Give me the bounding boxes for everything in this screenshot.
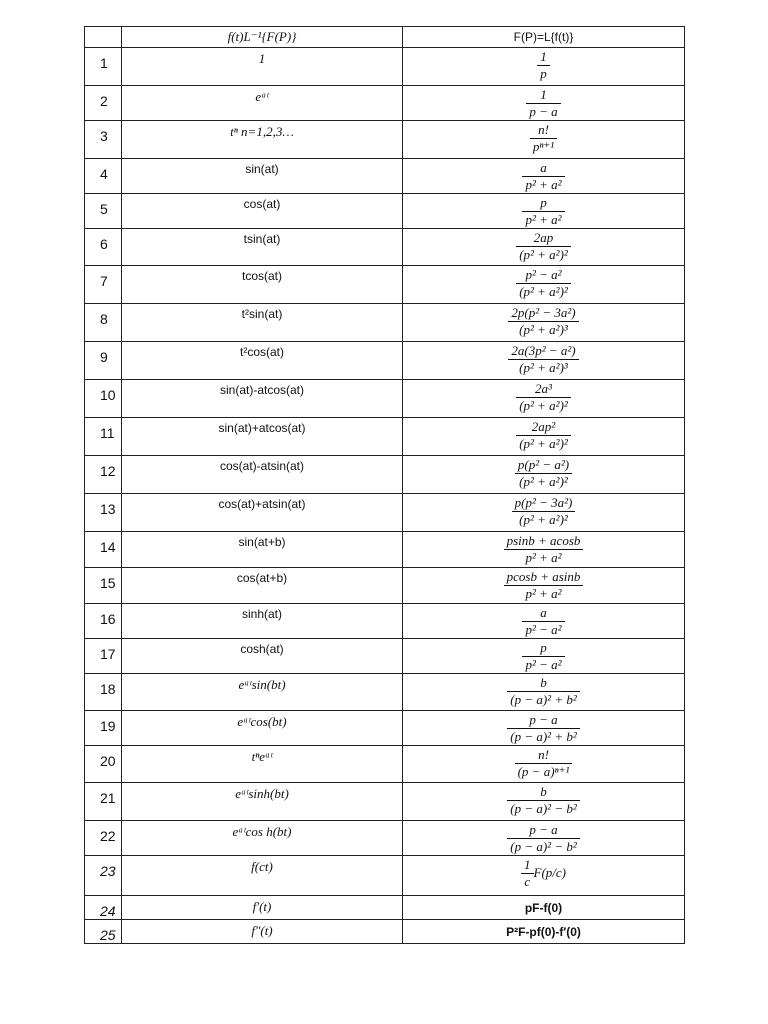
time-function-cell: f′(t) (122, 896, 403, 920)
transform-cell (403, 711, 685, 746)
fraction-denominator: p² − a² (525, 657, 562, 672)
fraction-numerator: 1 (521, 857, 534, 874)
time-function-cell: cosh(at) (122, 639, 403, 674)
transform-cell (403, 380, 685, 418)
time-function-cell: cos(at)-atsin(at) (122, 456, 403, 494)
fraction-denominator: (p − a)² − b² (510, 839, 577, 854)
time-function-cell: sin(at) (122, 159, 403, 194)
fraction-denominator: p (540, 66, 547, 81)
row-number: 21 (85, 783, 122, 821)
time-function-cell: sin(at)-atcos(at) (122, 380, 403, 418)
time-function-cell: cos(at)+atsin(at) (122, 494, 403, 532)
table-row (85, 304, 685, 342)
row-number: 25 (85, 920, 122, 944)
transform-fraction (508, 305, 578, 338)
transform-cell (403, 266, 685, 304)
time-function-cell: f″(t) (122, 920, 403, 944)
time-function-cell: eᵃᵗsinh(bt) (122, 783, 403, 821)
fraction-numerator: p (522, 195, 564, 212)
table-row (85, 194, 685, 229)
transform-cell (403, 856, 685, 896)
row-number: 15 (85, 568, 122, 604)
table-row (85, 456, 685, 494)
row-number: 13 (85, 494, 122, 532)
row-number: 7 (85, 266, 122, 304)
time-function-cell: cos(at+b) (122, 568, 403, 604)
table-row (85, 920, 685, 944)
transform-fraction (516, 381, 571, 414)
time-function-cell: eᵃᵗcos(bt) (122, 711, 403, 746)
table-row (85, 783, 685, 821)
transform-cell (403, 674, 685, 711)
laplace-transform-table (84, 26, 685, 944)
row-number: 5 (85, 194, 122, 229)
transform-cell (403, 229, 685, 266)
transform-cell (403, 746, 685, 783)
row-number: 4 (85, 159, 122, 194)
fraction-numerator: 2a³ (516, 381, 571, 398)
time-function-cell: tⁿeᵃᵗ (122, 746, 403, 783)
transform-cell (403, 896, 685, 920)
table-row (85, 229, 685, 266)
time-function-cell: t²sin(at) (122, 304, 403, 342)
fraction-denominator: pⁿ⁺¹ (532, 139, 555, 154)
transform-cell (403, 121, 685, 159)
transform-fraction (515, 457, 572, 490)
transform-fraction (530, 122, 557, 155)
table-row (85, 856, 685, 896)
row-number: 14 (85, 532, 122, 568)
row-number: 8 (85, 304, 122, 342)
fraction-denominator: (p² + a²)² (519, 474, 568, 489)
table-row (85, 342, 685, 380)
transform-cell (403, 418, 685, 456)
fraction-denominator: (p − a)ⁿ⁺¹ (517, 764, 570, 779)
time-function-cell: eᵃᵗsin(bt) (122, 674, 403, 711)
transform-cell (403, 821, 685, 856)
fraction-denominator: (p² + a²)² (519, 247, 568, 262)
transform-fraction (516, 419, 571, 452)
table-row (85, 746, 685, 783)
row-number: 6 (85, 229, 122, 266)
fraction-denominator: (p² + a²)² (519, 512, 568, 527)
fraction-denominator: p² + a² (525, 550, 562, 565)
fraction-numerator: 1 (526, 87, 560, 104)
time-function-cell: f(ct) (122, 856, 403, 896)
transform-fraction (507, 712, 580, 745)
transform-expression: pF-f(0) (524, 901, 563, 915)
table-row (85, 604, 685, 639)
transform-fraction (522, 605, 564, 638)
transform-cell (403, 456, 685, 494)
table-row (85, 674, 685, 711)
time-function-cell: tcos(at) (122, 266, 403, 304)
transform-cell (403, 48, 685, 86)
table-row (85, 639, 685, 674)
row-number: 20 (85, 746, 122, 783)
transform-fraction (507, 784, 580, 817)
transform-cell (403, 920, 685, 944)
row-number: 10 (85, 380, 122, 418)
time-function-cell: 1 (122, 48, 403, 86)
row-number: 2 (85, 86, 122, 121)
table-row (85, 418, 685, 456)
fraction-numerator: n! (530, 122, 557, 139)
transform-cell (403, 639, 685, 674)
time-function-cell: sin(at)+atcos(at) (122, 418, 403, 456)
table-row (85, 380, 685, 418)
table-row (85, 532, 685, 568)
transform-fraction (537, 49, 550, 82)
time-function-cell: cos(at) (122, 194, 403, 229)
table-row (85, 711, 685, 746)
fraction-numerator: 2ap (516, 230, 571, 247)
fraction-denominator: (p − a)² + b² (510, 729, 577, 744)
fraction-numerator: a (522, 605, 564, 622)
fraction-numerator: a (522, 160, 564, 177)
fraction-denominator: (p² + a²)² (519, 284, 568, 299)
transform-fraction (516, 267, 571, 300)
table-row (85, 494, 685, 532)
transform-fraction (515, 747, 573, 780)
row-number: 1 (85, 48, 122, 86)
row-number: 16 (85, 604, 122, 639)
header-number-cell (85, 27, 122, 48)
time-function-cell: t²cos(at) (122, 342, 403, 380)
fraction-numerator: n! (515, 747, 573, 764)
table-header-row (85, 27, 685, 48)
fraction-denominator: (p² + a²)³ (519, 322, 568, 337)
fraction-numerator: p − a (507, 822, 580, 839)
transform-cell (403, 783, 685, 821)
time-function-cell: sin(at+b) (122, 532, 403, 568)
transform-suffix: F(p/c) (533, 865, 566, 880)
row-number: 12 (85, 456, 122, 494)
transform-cell (403, 494, 685, 532)
transform-cell (403, 568, 685, 604)
row-number: 23 (85, 856, 122, 896)
table-row (85, 266, 685, 304)
fraction-numerator: 1 (537, 49, 550, 66)
fraction-denominator: (p² + a²)² (519, 398, 568, 413)
time-function-cell: tⁿ n=1,2,3… (122, 121, 403, 159)
row-number: 19 (85, 711, 122, 746)
fraction-denominator: c (524, 874, 531, 889)
transform-cell (403, 342, 685, 380)
fraction-denominator: (p² + a²)² (519, 436, 568, 451)
header-transform: F(P)=L{f(t)} (403, 27, 685, 48)
fraction-denominator: (p − a)² + b² (510, 692, 577, 707)
transform-expression: P²F-pf(0)-f′(0) (506, 925, 581, 939)
row-number: 22 (85, 821, 122, 856)
row-number: 17 (85, 639, 122, 674)
table-row (85, 159, 685, 194)
table-row (85, 568, 685, 604)
table-row (85, 121, 685, 159)
transform-fraction (507, 822, 580, 855)
transform-fraction (526, 87, 560, 120)
row-number: 9 (85, 342, 122, 380)
time-function-cell: tsin(at) (122, 229, 403, 266)
transform-fraction (516, 230, 571, 263)
table-row (85, 821, 685, 856)
transform-fraction (512, 495, 576, 528)
header-time-function: f(t)L⁻¹{F(P)} (122, 27, 403, 48)
row-number: 11 (85, 418, 122, 456)
fraction-denominator: (p² + a²)³ (519, 360, 568, 375)
transform-fraction (504, 569, 584, 602)
table-row (85, 86, 685, 121)
fraction-numerator: 2ap² (516, 419, 571, 436)
table-row (85, 896, 685, 920)
fraction-denominator: p² + a² (525, 212, 562, 227)
fraction-denominator: p² + a² (525, 586, 562, 601)
transform-cell (403, 304, 685, 342)
fraction-numerator: 2p(p² − 3a²) (508, 305, 578, 322)
fraction-numerator: b (507, 784, 580, 801)
transform-fraction (522, 640, 564, 673)
transform-fraction (522, 195, 564, 228)
fraction-numerator: pcosb + asinb (504, 569, 584, 586)
time-function-cell: eᵃᵗcos h(bt) (122, 821, 403, 856)
fraction-numerator: p² − a² (516, 267, 571, 284)
transform-cell (403, 194, 685, 229)
fraction-numerator: b (507, 675, 580, 692)
fraction-numerator: p − a (507, 712, 580, 729)
fraction-numerator: psinb + acosb (504, 533, 584, 550)
row-number: 3 (85, 121, 122, 159)
transform-fraction (521, 857, 534, 890)
fraction-numerator: p(p² − 3a²) (512, 495, 576, 512)
fraction-denominator: (p − a)² − b² (510, 801, 577, 816)
transform-fraction (522, 160, 564, 193)
fraction-denominator: p² − a² (525, 622, 562, 637)
fraction-numerator: 2a(3p² − a²) (508, 343, 578, 360)
fraction-denominator: p² + a² (525, 177, 562, 192)
time-function-cell: eᵃᵗ (122, 86, 403, 121)
fraction-numerator: p(p² − a²) (515, 457, 572, 474)
time-function-cell: sinh(at) (122, 604, 403, 639)
table-body (85, 48, 685, 944)
transform-fraction (507, 675, 580, 708)
table-row (85, 48, 685, 86)
transform-fraction (508, 343, 578, 376)
transform-cell (403, 159, 685, 194)
transform-fraction (504, 533, 584, 566)
transform-cell (403, 604, 685, 639)
fraction-denominator: p − a (529, 104, 558, 119)
transform-cell (403, 86, 685, 121)
row-number: 18 (85, 674, 122, 711)
fraction-numerator: p (522, 640, 564, 657)
row-number: 24 (85, 896, 122, 920)
transform-cell (403, 532, 685, 568)
